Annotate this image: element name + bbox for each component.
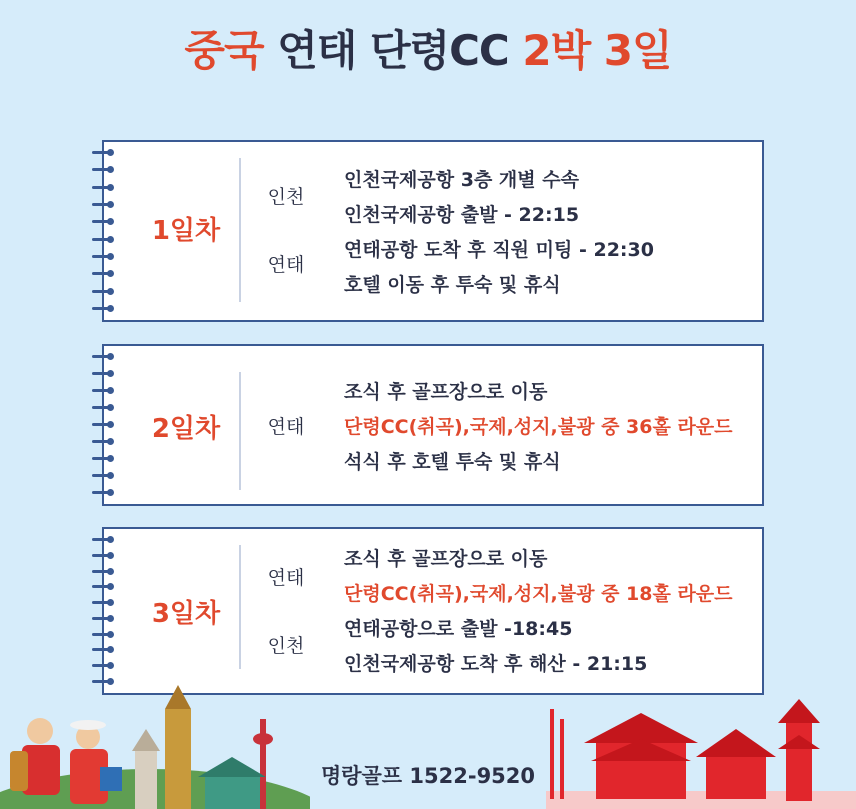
itinerary-line-highlight: 단령CC(취곡),국제,성지,불광 중 36홀 라운드	[344, 416, 733, 438]
itinerary-line: 연태공항으로 출발 -18:45	[344, 618, 573, 640]
landmarks-illustration-right	[546, 699, 856, 809]
day-label: 1일차	[151, 216, 221, 246]
day-label: 3일차	[151, 599, 221, 629]
itinerary-line: 조식 후 골프장으로 이동	[344, 381, 548, 403]
itinerary-line: 호텔 이동 후 투숙 및 휴식	[344, 274, 561, 296]
day-card-1	[102, 140, 764, 322]
divider	[239, 545, 241, 669]
itinerary-line: 인천국제공항 도착 후 해산 - 21:15	[344, 653, 648, 675]
notebook-rings	[92, 150, 118, 312]
itinerary-line: 인천국제공항 출발 - 22:15	[344, 204, 580, 226]
itinerary-line: 석식 후 호텔 투숙 및 휴식	[344, 451, 561, 473]
itinerary-line: 연태공항 도착 후 직원 미팅 - 22:30	[344, 239, 654, 261]
location-label: 연태	[267, 567, 305, 589]
day-card-2	[102, 344, 764, 506]
location-label: 연태	[267, 254, 305, 276]
divider	[239, 372, 241, 490]
itinerary-line-highlight: 단령CC(취곡),국제,성지,불광 중 18홀 라운드	[344, 583, 733, 605]
day-label: 2일차	[151, 414, 221, 444]
location-label: 인천	[267, 186, 305, 208]
notebook-rings	[92, 354, 118, 496]
title-country: 중국	[184, 26, 264, 75]
title-duration: 2박 3일	[522, 26, 672, 75]
location-label: 연태	[267, 416, 305, 438]
divider	[239, 158, 241, 302]
title-destination: 연태 단령CC	[277, 26, 509, 75]
location-label: 인천	[267, 635, 305, 657]
notebook-rings	[92, 537, 118, 685]
day-card-3	[102, 527, 764, 695]
itinerary-line: 인천국제공항 3층 개별 수속	[344, 169, 579, 191]
contact-footer: 명랑골프 1522-9520	[320, 764, 536, 788]
itinerary-line: 조식 후 골프장으로 이동	[344, 548, 548, 570]
page-title	[0, 18, 856, 78]
